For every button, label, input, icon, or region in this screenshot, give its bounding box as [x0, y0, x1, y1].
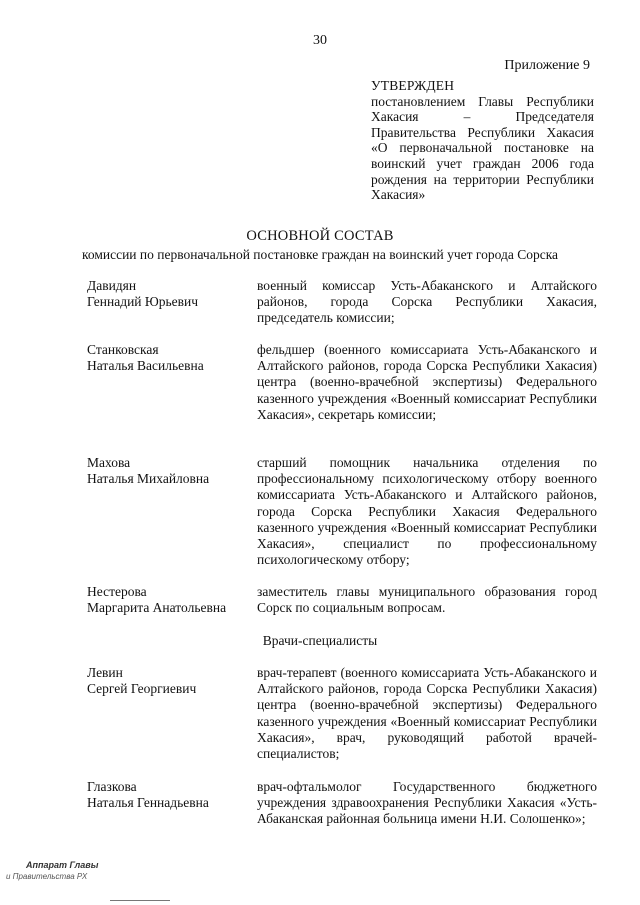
document-subtitle: комиссии по первоначальной постановке граждан на воинский учет города Сорска: [81, 247, 559, 262]
section-heading: Врачи-специалисты: [262, 633, 378, 648]
member-role: старший помощник начальника отделения по профессиональному психологическому отбору военного комиссариата Усть-Абаканского и Алтайского районов, города Сорска Республики Хакасия Федерального казенного учреждения «Военный комиссариат Республики Хакасия», специалист по профессиональному психологическому отбору;: [257, 455, 597, 568]
member-given-names: Наталья Михайловна: [87, 471, 210, 487]
stamp-line-1: Аппарат Главы: [26, 860, 99, 870]
member-name: [87, 342, 252, 374]
member-given-names: Геннадий Юрьевич: [87, 294, 199, 310]
doctor-surname: Глазкова: [87, 779, 137, 794]
stamp-line-2: и Правительства РХ: [6, 872, 88, 881]
doctor-role: врач-терапевт (военного комиссариата Усть-Абаканского и Алтайского районов, города Сорска Республики Хакасия) центра (военно-врачебной экспертизы) Федерального казенного учреждения «Военный комиссариат Республики Хакасия», врач, руководящий работой врачей-специалистов;: [257, 665, 597, 762]
doctor-name: [87, 779, 252, 811]
page-number: 30: [313, 33, 327, 48]
approval-text: постановлением Главы Республики Хакасия – Председателя Правительства Республики Хакасия «О первоначальной постановке на воинский учет граждан 2006 года рождения на территории Республики Хакасия»: [371, 93, 594, 203]
doctor-role: врач-офтальмолог Государственного бюджетного учреждения здравоохранения Республики Хакасия «Усть-Абаканская районная больница имени Н.И. Солошенко»;: [257, 779, 597, 827]
doctor-given-names: Наталья Геннадьевна: [87, 795, 209, 811]
member-surname: Станковская: [87, 342, 159, 357]
office-stamp: [6, 860, 98, 881]
scan-edge-line: [110, 900, 170, 901]
member-role: фельдшер (военного комиссариата Усть-Абаканского и Алтайского районов, города Сорска Республики Хакасия) центра (военно-врачебной экспертизы) Федерального казенного учреждения «Военный комиссариат Республики Хакасия», секретарь комиссии;: [257, 342, 597, 422]
doctor-given-names: Сергей Георгиевич: [87, 681, 197, 697]
member-surname: Давидян: [87, 278, 137, 293]
member-surname: Нестерова: [87, 584, 147, 599]
member-role: заместитель главы муниципального образования город Сорск по социальным вопросам.: [257, 584, 597, 616]
approval-block: [371, 78, 594, 203]
appendix-label: Приложение 9: [504, 58, 590, 73]
document-title: ОСНОВНОЙ СОСТАВ: [246, 228, 394, 244]
doctor-name: [87, 665, 252, 697]
member-name: [87, 278, 252, 310]
member-name: [87, 455, 252, 487]
member-role: военный комиссар Усть-Абаканского и Алтайского районов, города Сорска Республики Хакасия, председатель комиссии;: [257, 278, 597, 326]
member-surname: Махова: [87, 455, 131, 470]
member-name: [87, 584, 252, 616]
approval-heading: УТВЕРЖДЕН: [371, 78, 455, 93]
member-given-names: Маргарита Анатольевна: [87, 600, 227, 616]
member-given-names: Наталья Васильевна: [87, 358, 204, 374]
doctor-surname: Левин: [87, 665, 123, 680]
